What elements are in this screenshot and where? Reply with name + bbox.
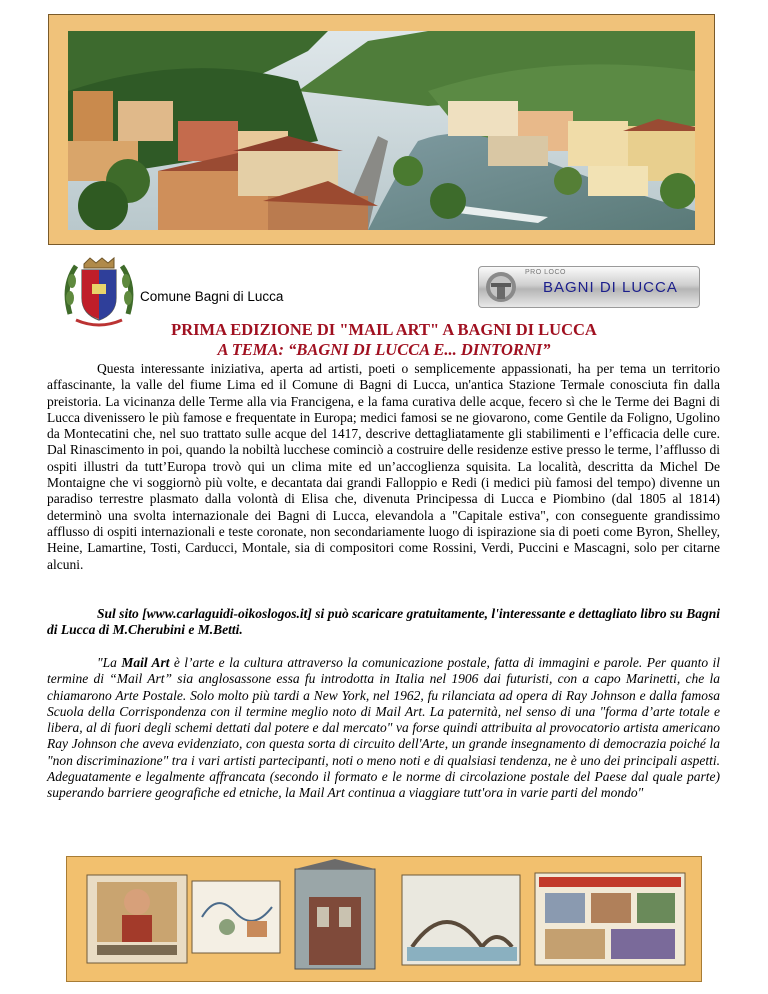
mail-art-samples-strip (66, 856, 702, 982)
mail-art-paragraph (47, 655, 720, 802)
quote-open: "La (97, 655, 122, 670)
artwork-card-building (295, 859, 375, 969)
artwork-card-collage (535, 873, 685, 965)
mail-art-text: è l’arte e la cultura attraverso la comunicazione postale, fatta di immagini e parole. Per quanto il termine di “Mail Art” sia anglosassone essa fu introdotta in Italia nel 1906 dai futuristi, con a capo Marinetti, che la chiamarono Arte Postale. Solo molto più tardi a New York, nel 1962, fu rilanciata ad opera di Ray Johnson e dalla famosa Scuola della Corrispondenza con il termine meglio noto di Mail Art. La paternità, nel senso di una "forma d’arte totale e libera, al di fuori degli schemi dettati dal potere e dal mercato" va forse quindi attribuita al provocatorio artista americano Ray Johnson che aveva evidenziato, con questa sorta di circuito dell'Arte, un grande insegnamento di democrazia poiché la "non discriminazione" tra i vari artisti partecipanti, noti o meno noti e di qualsiasi tendenza, ne è uno dei principali aspetti. Adeguatamente e legalmente affrancata (secondo il formato e le norme di circolazione postale del Paese dal quale parte) superando barriere geografiche ed etniche, la Mail Art continua a viaggiare tutt'ora in varie parti del mondo" (47, 655, 720, 801)
intro-paragraph: Questa interessante iniziativa, aperta ad artisti, poeti o semplicemente appassionati, ha per tema un territorio affascinante, la valle del fiume Lima ed il Comune di Bagni di Lucca, un'antica Stazione Termale conosciuta fin dalla preistoria. La vicinanza delle Terme alla via Francigena, e la fama curativa delle acque, fecero sì che le Terme dei Bagni di Lucca divenissero le più famose e frequentate in Europa; medici famosi se ne giovarono, come Gentile da Foligno, Ugolino da Montecatini che, nel suo trattato sulle acque del 1417, descrive dettagliatamente gli stabilimenti e l’efficacia delle cure. Dal Rinascimento in poi, quando la nobiltà lucchese cominciò a costruire delle residenze estive presso le terme, l’afflusso di ospiti illustri da tutt’Europa trovò qui un clima mite ed un’accoglienza squisita. La località, descritta da Michel De Montaigne che vi soggiornò più volte, e decantata dai grandi Falloppio e Redi (i medici più famosi del tempo) divenne un paradiso terrestre plasmato dalla volontà di Elisa che, divenuta Principessa di Lucca e Piombino (dal 1805 al 1814) determinò una svolta internazionale dei Bagni di Lucca, elevandola a "Capitale estiva", con conseguente grandissimo afflusso di ospiti internazionali e teste coronate, non secondariamente luogo di ispirazione sia di poeti come Byron, Shelley, Heine, Lamartine, Tosti, Carducci, Montale, sia di compositori come Rossini, Verdi, Puccini e Mascagni, solo per citarne alcuni. (47, 361, 720, 572)
town-valley-photo (68, 31, 695, 230)
comune-crest-logo (62, 256, 136, 328)
mail-art-term: Mail Art (121, 655, 170, 670)
main-title: PRIMA EDIZIONE DI "MAIL ART" A BAGNI DI LUCCA (171, 320, 597, 339)
download-note-paragraph: Sul sito [www.carlaguidi-oikoslogos.it] si può scaricare gratuitamente, l'interessante e dettagliato libro su Bagni di Lucca di M.Cherubini e M.Betti. (47, 606, 720, 638)
hero-photo-frame (48, 14, 715, 245)
proloco-title: BAGNI DI LUCCA (543, 279, 678, 296)
proloco-small-label: PRO LOCO (525, 269, 566, 276)
artwork-card-bridge (402, 875, 520, 965)
proloco-badge (478, 266, 700, 308)
artwork-card-portrait (87, 875, 187, 963)
fountain-icon (481, 269, 525, 305)
artwork-card-sketch (192, 881, 280, 953)
subtitle-theme: A TEMA: “BAGNI DI LUCCA E... DINTORNI” (217, 340, 551, 359)
comune-label: Comune Bagni di Lucca (140, 289, 284, 304)
